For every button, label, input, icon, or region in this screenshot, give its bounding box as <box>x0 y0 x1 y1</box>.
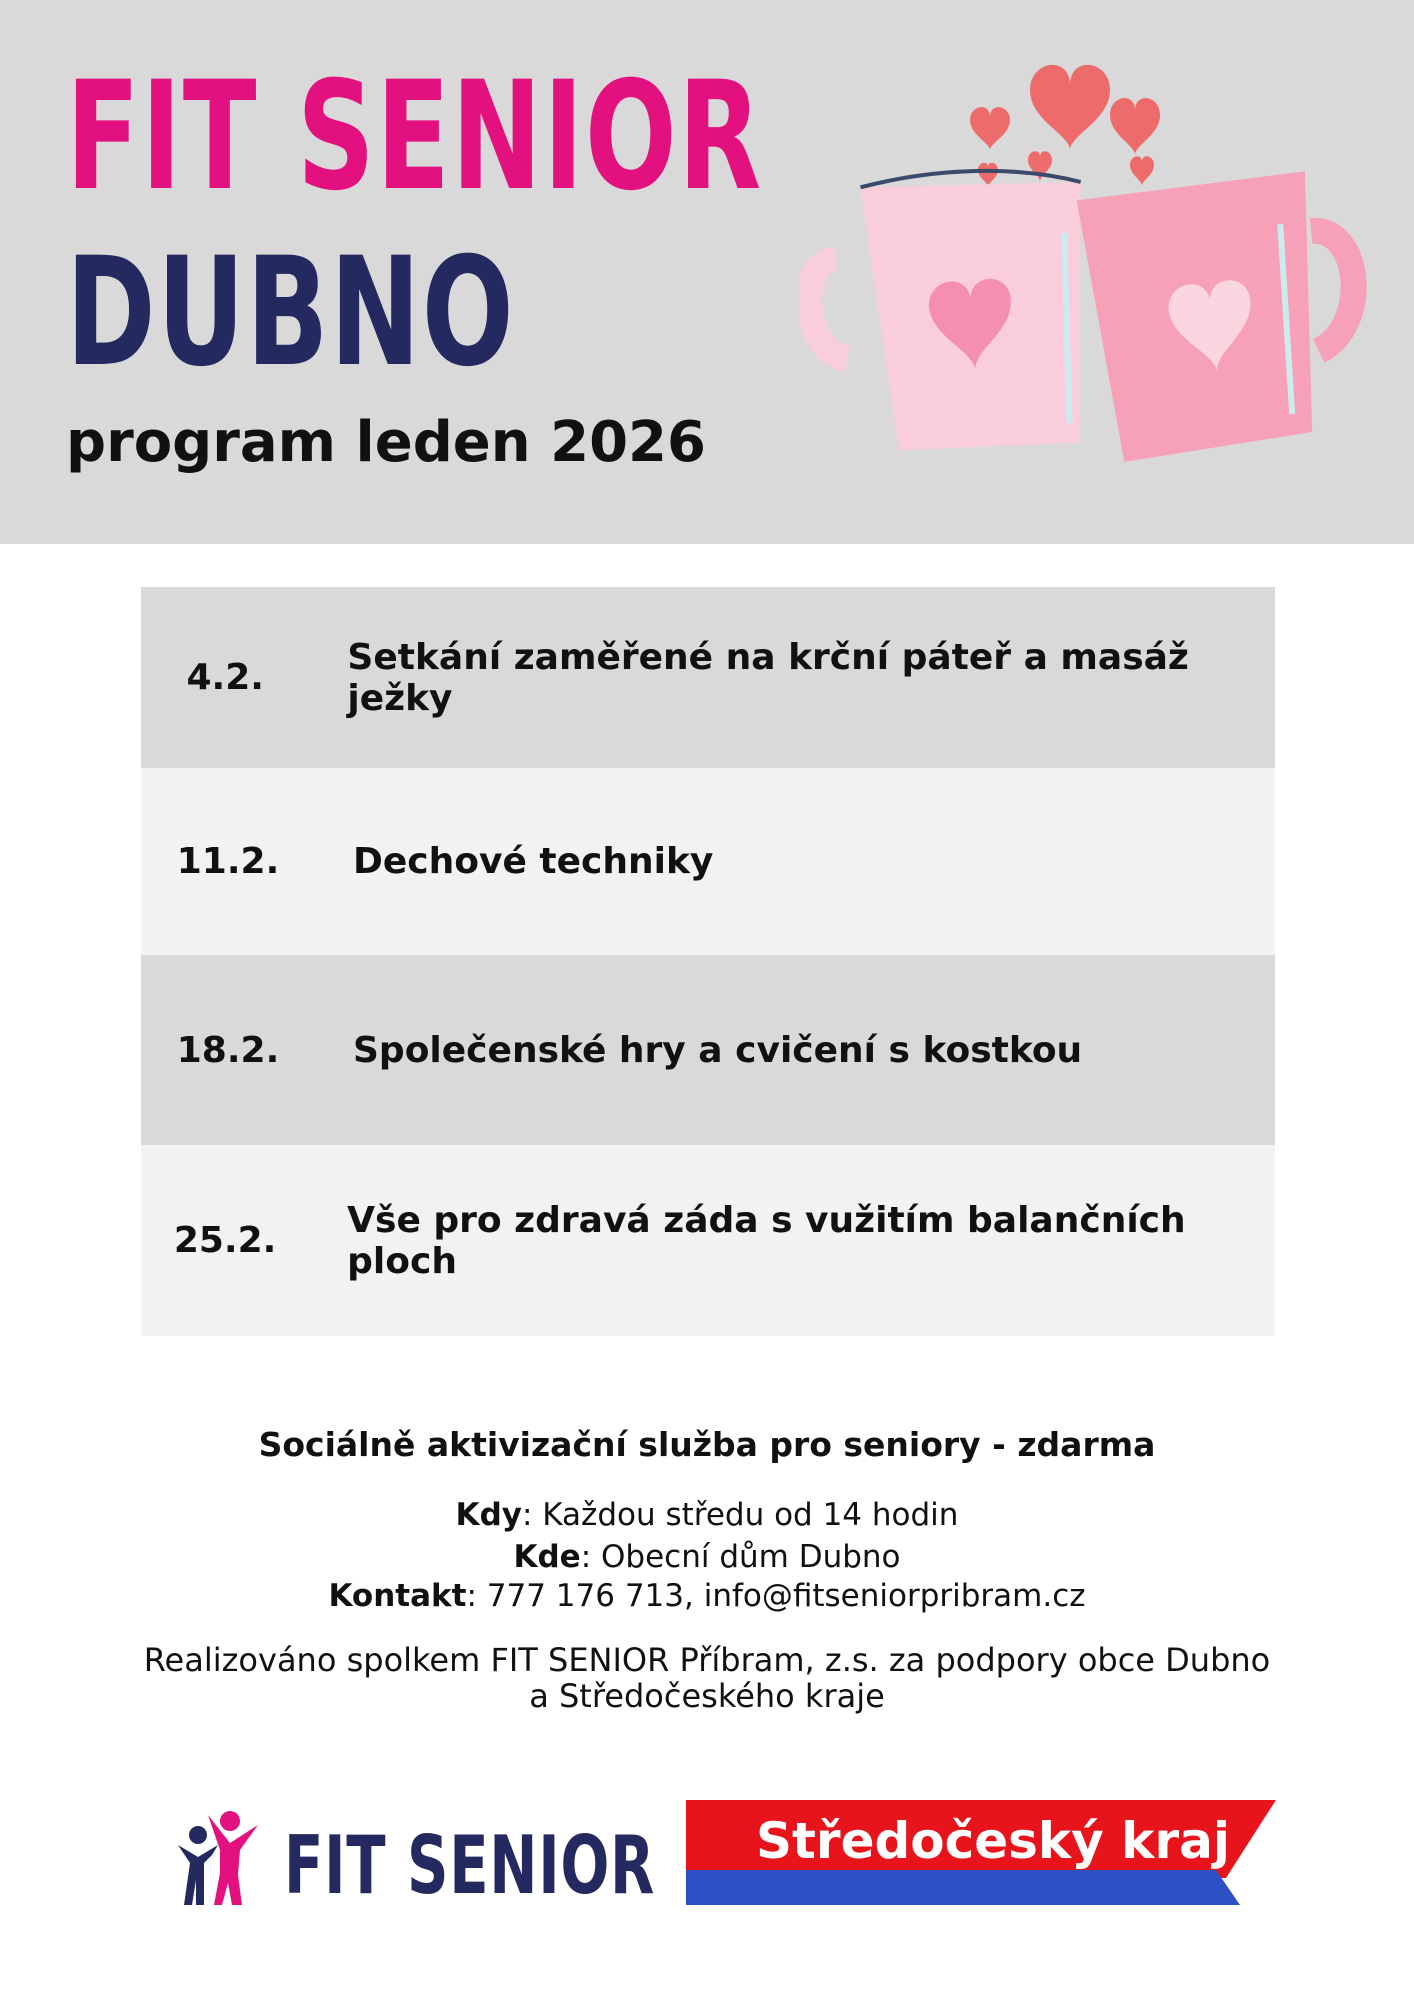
when-label: Kdy <box>455 1497 522 1533</box>
realized-note: Realizováno spolkem FIT SENIOR Příbram, z.s. za podpory obce Dubno a Středočeského kraje <box>143 1641 1271 1715</box>
title-dubno: DUBNO <box>66 226 516 400</box>
schedule-date: 11.2. <box>176 841 280 882</box>
schedule-event: Vše pro zdravá záda s vužitím balančních ploch <box>347 1199 1186 1282</box>
where-label: Kde <box>513 1539 581 1575</box>
schedule-event: Setkání zaměřené na krční páteř a masáž ježky <box>347 636 1189 719</box>
header-banner <box>0 0 1414 544</box>
schedule-event: Dechové techniky <box>353 841 714 882</box>
mugs-hearts-illustration <box>800 40 1380 480</box>
schedule-date: 25.2. <box>173 1220 277 1261</box>
when-value: : Každou středu od 14 hodin <box>521 1497 959 1533</box>
where-value: : Obecní dům Dubno <box>580 1539 901 1575</box>
title-fit-senior: FIT SENIOR <box>66 50 763 224</box>
program-subtitle: program leden 2026 <box>66 410 706 475</box>
contact-label: Kontakt <box>328 1578 467 1614</box>
schedule-row <box>141 587 1275 768</box>
fit-senior-logo-text: FIT SENIOR <box>284 1819 656 1912</box>
schedule-table <box>141 587 1275 1336</box>
schedule-row <box>141 1145 1275 1336</box>
schedule-date: 18.2. <box>176 1029 280 1071</box>
where-line <box>0 1539 1414 1575</box>
contact-line <box>0 1578 1414 1614</box>
schedule-row <box>141 768 1275 955</box>
service-description: Sociálně aktivizační služba pro seniory - zdarma <box>258 1425 1156 1464</box>
fit-senior-logo <box>168 1805 656 1915</box>
schedule-date: 4.2. <box>186 657 264 698</box>
stredocesky-kraj-logo <box>686 1800 1276 1910</box>
schedule-row <box>141 955 1275 1145</box>
fit-senior-figures-icon <box>168 1805 278 1915</box>
when-line <box>0 1497 1414 1533</box>
contact-value: : 777 176 713, info@fitseniorpribram.cz <box>466 1578 1086 1614</box>
kraj-logo-text: Středočeský kraj <box>756 1812 1230 1870</box>
schedule-event: Společenské hry a cvičení s kostkou <box>353 1029 1083 1071</box>
